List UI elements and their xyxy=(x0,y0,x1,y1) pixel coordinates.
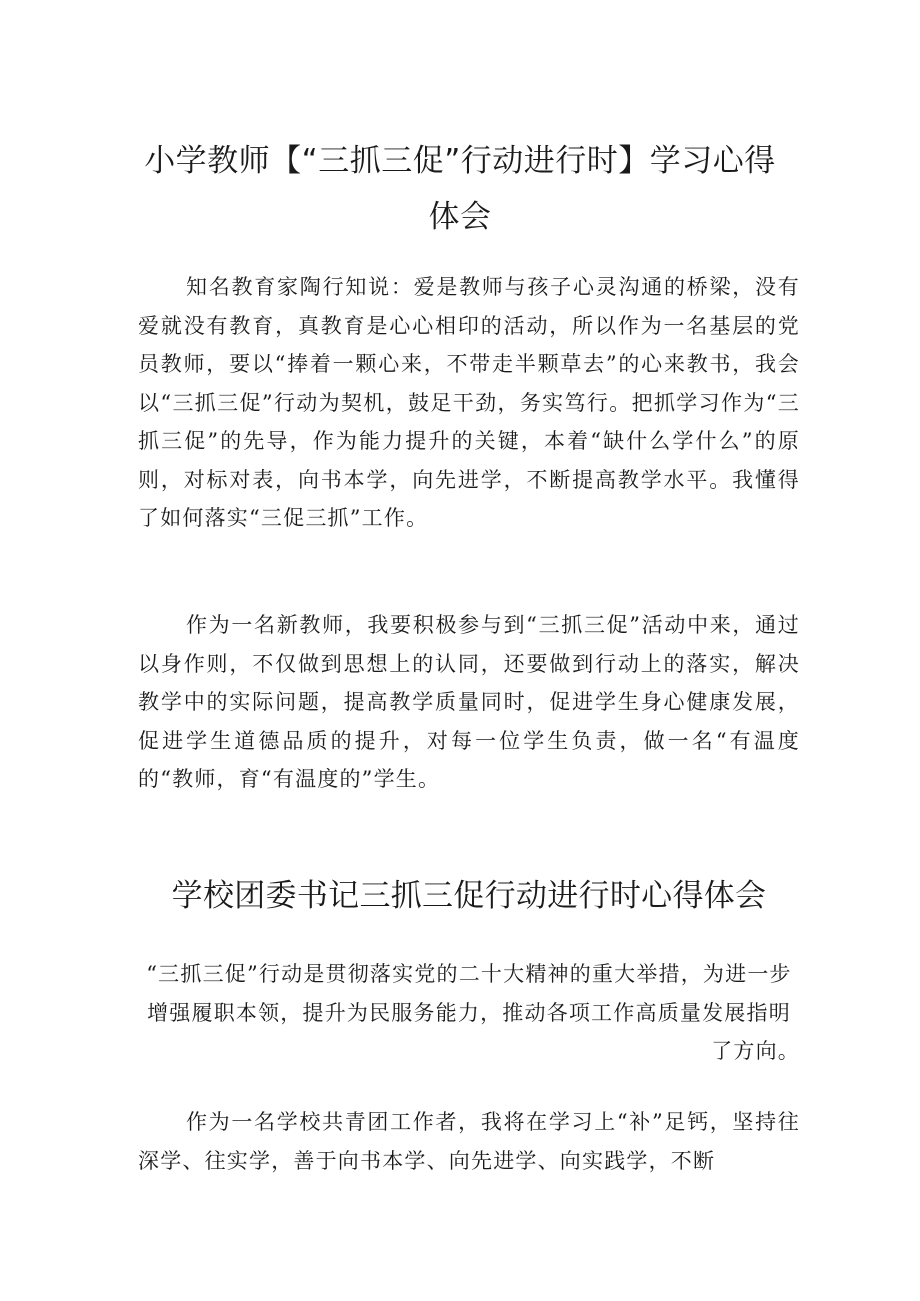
section-title: 学校团委书记三抓三促行动进行时心得体会 xyxy=(171,878,767,914)
paragraph: 作为一名新教师，我要积极参与到“三抓三促”活动中来，通过以身作则，不仅做到思想上的认同，还要做到行动上的落实，解决教学中的实际问题，提高教学质量同时，促进学生身心健康发展，促进学生道德品质的提升，对每一位学生负责，做一名“有温度的“教师，育“有温度的”学生。 xyxy=(138,613,800,791)
document-title: 小学教师【“三抓三促”行动进行时】学习心得体会 xyxy=(144,143,776,235)
paragraph: 作为一名学校共青团工作者，我将在学习上“补”足钙，坚持往深学、往实学，善于向书本学、向先进学、向实践学，不断 xyxy=(138,1110,800,1173)
paragraph: “三抓三促”行动是贯彻落实党的二十大精神的重大举措，为进一步增强履职本领，提升为民服务能力，推动各项工作高质量发展指明了方向。 xyxy=(146,962,800,1063)
paragraph: 知名教育家陶行知说：爱是教师与孩子心灵沟通的桥梁，没有爱就没有教育，真教育是心心相印的活动，所以作为一名基层的党员教师，要以“捧着一颗心来，不带走半颗草去”的心来教书，我会以“三抓三促”行动为契机，鼓足干劲，务实笃行。把抓学习作为“三抓三促”的先导，作为能力提升的关键，本着“缺什么学什么”的原则，对标对表，向书本学，向先进学，不断提高教学水平。我懂得了如何落实“三促三抓”工作。 xyxy=(138,275,800,530)
